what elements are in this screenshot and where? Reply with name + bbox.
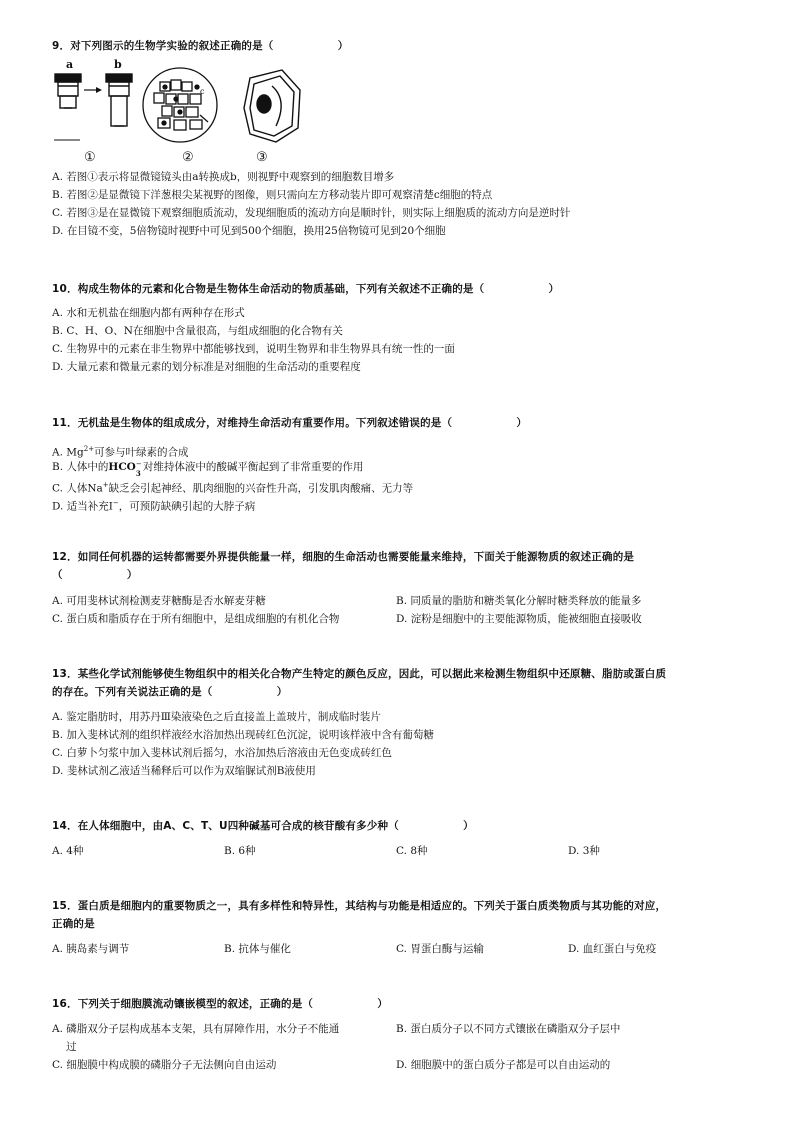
q13-option-a[interactable]: A. 鉴定脂肪时，用苏丹Ⅲ染液染色之后直接盖上盖玻片，制成临时装片 (52, 711, 381, 723)
fig-label-b: b (114, 58, 122, 71)
q15-option-a[interactable]: A. 胰岛素与调节 (52, 943, 130, 955)
q11-option-b-rest: 对维持体液中的酸碱平衡起到了非常重要的作用 (142, 461, 364, 473)
q14-option-b[interactable]: B. 6种 (224, 845, 256, 857)
q11-option-c-rest: 缺乏会引起神经、肌肉细胞的兴奋性升高，引发肌肉酸痛、无力等 (108, 482, 414, 495)
q11-option-a-text: A. Mg (52, 446, 84, 459)
cell-c-label: c (200, 87, 205, 96)
q15-option-c[interactable]: C. 胃蛋白酶与运输 (396, 943, 484, 955)
q10-option-b[interactable]: B. C、H、O、N在细胞中含量很高，与组成细胞的化合物有关 (52, 325, 343, 337)
q14-option-c[interactable]: C. 8种 (396, 845, 428, 857)
fig-label-3: ③ (256, 150, 268, 165)
q13-option-b[interactable]: B. 加入斐林试剂的组织样液经水浴加热出现砖红色沉淀，说明该样液中含有葡萄糖 (52, 729, 434, 741)
q16-option-b[interactable]: B. 蛋白质分子以不同方式镶嵌在磷脂双分子层中 (396, 1023, 621, 1035)
q11-option-d-text: D. 适当补充I (52, 500, 113, 513)
q10-option-a[interactable]: A. 水和无机盐在细胞内都有两种存在形式 (52, 307, 245, 319)
q11-stem: 11．无机盐是生物体的组成成分，对维持生命活动有重要作用。下列叙述错误的是（ ） (52, 417, 528, 429)
objective-lens-a (55, 74, 81, 108)
q12-option-d[interactable]: D. 淀粉是细胞中的主要能源物质，能被细胞直接吸收 (396, 613, 642, 625)
q13-stem: 13．某些化学试剂能够使生物组织中的相关化合物产生特定的颜色反应，因此，可以据此来检测生物组织中还原糖、脂肪或蛋白质 (52, 668, 667, 680)
q9-option-a[interactable]: A. 若图①表示将显微镜镜头由a转换成b，则视野中观察到的细胞数目增多 (52, 171, 395, 183)
q11-option-b-sub: 3 (135, 469, 141, 478)
fig-label-2: ② (182, 150, 194, 165)
q14-option-a[interactable]: A. 4种 (52, 845, 84, 857)
q9-figure (50, 60, 310, 170)
q10-stem: 10．构成生物体的元素和化合物是生物体生命活动的物质基础，下列有关叙述不正确的是（ ） (52, 283, 560, 295)
q16-option-a-line2[interactable]: 过 (66, 1041, 77, 1053)
q11-option-c-text: C. 人体Na (52, 482, 103, 495)
fig-label-1: ① (84, 150, 96, 165)
q12-stem: 12．如同任何机器的运转都需要外界提供能量一样，细胞的生命活动也需要能量来维持，下面关于能源物质的叙述正确的是 (52, 551, 635, 563)
q12-option-a[interactable]: A. 可用斐林试剂检测麦芽糖酶是否水解麦芽糖 (52, 595, 266, 607)
q16-option-d[interactable]: D. 细胞膜中的蛋白质分子都是可以自由运动的 (396, 1059, 611, 1071)
q12-option-c[interactable]: C. 蛋白质和脂质存在于所有细胞中，是组成细胞的有机化合物 (52, 613, 340, 625)
q15-stem: 15．蛋白质是细胞内的重要物质之一，具有多样性和特异性，其结构与功能是相适应的。下列关于蛋白质类物质与其功能的对应， (52, 900, 667, 912)
q14-stem: 14．在人体细胞中，由A、C、T、U四种碱基可合成的核苷酸有多少种（ ） (52, 820, 474, 832)
q13-stem-line2: 的存在。下列有关说法正确的是（ ） (52, 686, 288, 698)
q15-stem-line2: 正确的是 (52, 918, 95, 930)
q9-stem: 9．对下列图示的生物学实验的叙述正确的是（ ） (52, 40, 349, 52)
q10-option-c[interactable]: C. 生物界中的元素在非生物界中都能够找到，说明生物界和非生物界具有统一性的一面 (52, 343, 455, 355)
q13-option-c[interactable]: C. 白萝卜匀浆中加入斐林试剂后摇匀，水浴加热后溶液由无色变成砖红色 (52, 747, 392, 759)
q15-option-d[interactable]: D. 血红蛋白与免疫 (568, 943, 657, 955)
q11-option-d-sup: − (112, 499, 119, 507)
q16-option-c[interactable]: C. 细胞膜中构成膜的磷脂分子无法侧向自由运动 (52, 1059, 277, 1071)
q11-option-a-sup: 2+ (83, 445, 95, 453)
plant-cell (244, 70, 300, 142)
q12-option-b[interactable]: B. 同质量的脂肪和糖类氧化分解时糖类释放的能量多 (396, 595, 642, 607)
q10-option-d[interactable]: D. 大量元素和微量元素的划分标准是对细胞的生命活动的重要程度 (52, 361, 361, 373)
q15-option-b[interactable]: B. 抗体与催化 (224, 943, 291, 955)
q11-option-b[interactable] (52, 458, 363, 476)
fig-label-a: a (66, 58, 74, 71)
arrow-icon (84, 87, 102, 93)
q9-option-b[interactable]: B. 若图②是显微镜下洋葱根尖某视野的图像，则只需向左方移动装片即可观察清楚c细胞的特点 (52, 189, 493, 201)
q11-option-b-text: B. 人体中的 (52, 461, 109, 473)
q12-stem-line2: （ ） (52, 569, 138, 581)
q16-option-a[interactable]: A. 磷脂双分子层构成基本支架，具有屏障作用，水分子不能通 (52, 1023, 340, 1035)
q11-option-d-rest: ，可预防缺碘引起的大脖子病 (118, 500, 256, 513)
microscope-field-root-tip (143, 68, 217, 142)
q9-option-c[interactable]: C. 若图③是在显微镜下观察细胞质流动，发现细胞质的流动方向是顺时针，则实际上细胞质的流动方向是逆时针 (52, 207, 571, 219)
q14-option-d[interactable]: D. 3种 (568, 845, 600, 857)
q11-option-b-sup: − (135, 460, 142, 468)
q9-option-d[interactable]: D. 在目镜不变，5倍物镜时视野中可见到500个细胞，换用25倍物镜可见到20个细胞 (52, 225, 446, 237)
q11-option-d[interactable] (52, 494, 255, 516)
q11-option-b-ion: HCO (108, 461, 136, 473)
q16-stem: 16．下列关于细胞膜流动镶嵌模型的叙述，正确的是（ ） (52, 998, 389, 1010)
objective-lens-b (106, 74, 132, 126)
q11-option-a-rest: 可参与叶绿素的合成 (94, 446, 189, 459)
q13-option-d[interactable]: D. 斐林试剂乙液适当稀释后可以作为双缩脲试剂B液使用 (52, 765, 316, 777)
q11-option-c-sup: + (102, 481, 109, 489)
